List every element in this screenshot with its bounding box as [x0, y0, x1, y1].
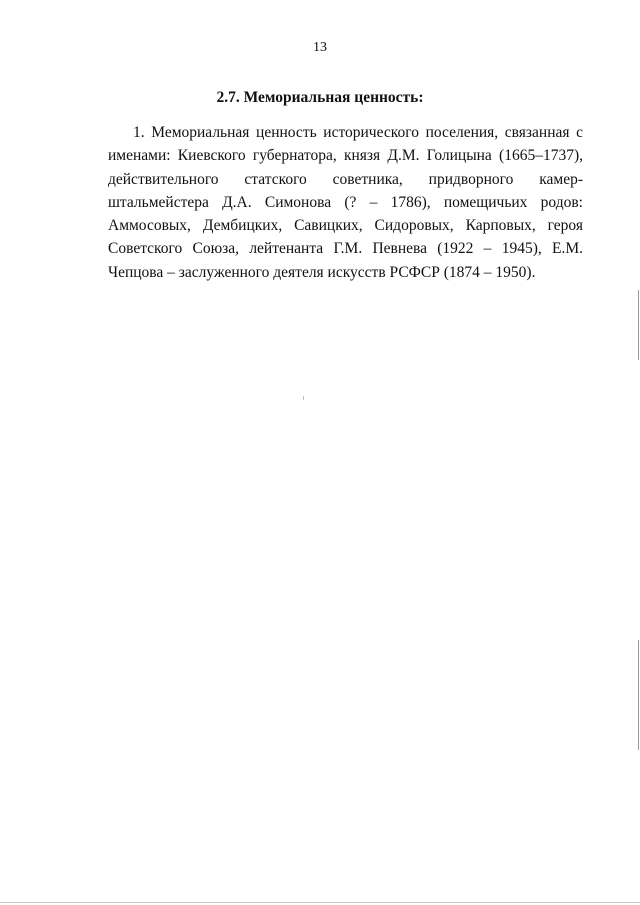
scan-bottom-edge — [0, 902, 640, 903]
page-number: 13 — [313, 40, 327, 55]
section-heading: 2.7. Мемориальная ценность: — [216, 89, 424, 106]
scan-edge-mark — [638, 640, 639, 750]
memorial-value-paragraph: 1. Мемориальная ценность исторического поселения, связанная с именами: Киевского губернатора, князя Д.М. Голицына (1665–1737), действительного статского советника, придворного камер-штальмейстера Д.А. Симонова (? – 1786), помещичьих родов: Аммосовых, Дембицких, Савицких, Сидоровых, Карповых, героя Советского Союза, лейтенанта Г.М. Певнева (1922 – 1945), Е.М. Чепцова – заслуженного деятеля искусств РСФСР (1874 – 1950). — [108, 124, 583, 281]
scan-edge-mark — [638, 290, 639, 360]
scan-speck — [303, 396, 304, 400]
